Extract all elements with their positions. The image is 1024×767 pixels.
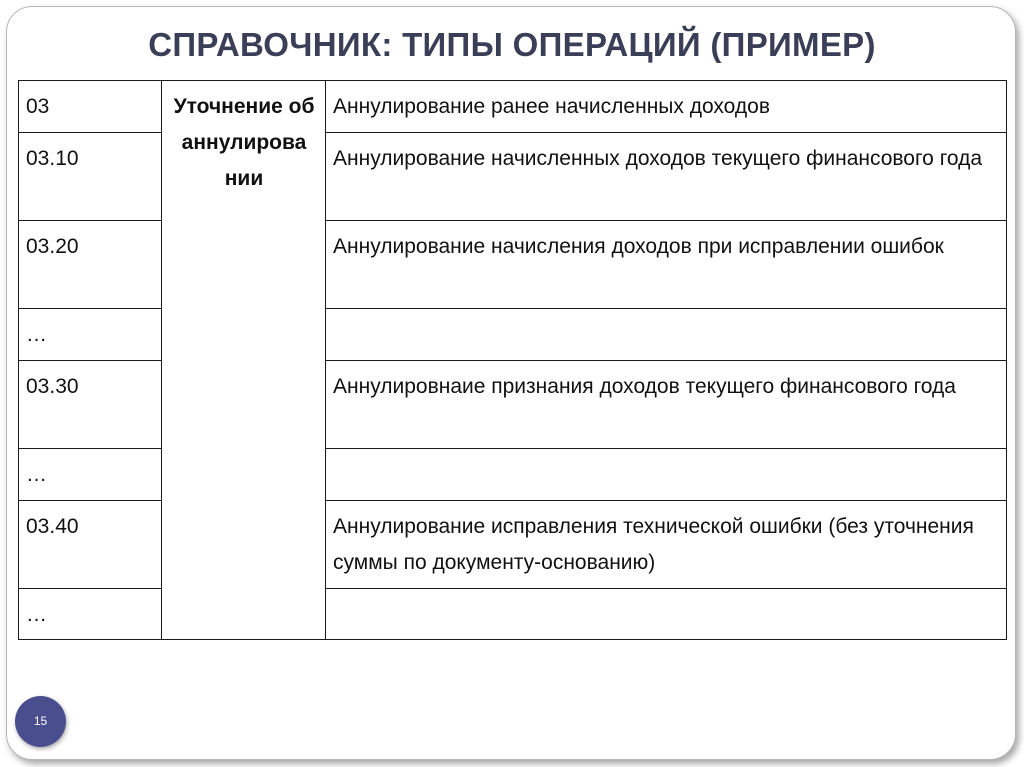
table-row	[19, 81, 1007, 133]
code-cell: 03	[19, 81, 162, 133]
slide-title: СПРАВОЧНИК: ТИПЫ ОПЕРАЦИЙ (ПРИМЕР)	[148, 26, 876, 63]
code-cell: 03.10	[19, 133, 162, 221]
code-cell: …	[19, 449, 162, 501]
description-cell: Аннулирование исправления технической ошибки (без уточнения суммы по документу-основанию)	[326, 501, 1007, 589]
description-cell: Аннулировнаие признания доходов текущего финансового года	[326, 361, 1007, 449]
description-cell: Аннулирование начисленных доходов текущего финансового года	[326, 133, 1007, 221]
code-cell: …	[19, 589, 162, 640]
group-cell: Уточнение об аннулирова нии	[162, 81, 326, 640]
page-number-badge: 15	[15, 696, 66, 747]
description-cell	[326, 449, 1007, 501]
code-cell: 03.20	[19, 221, 162, 309]
code-cell: 03.30	[19, 361, 162, 449]
description-cell	[326, 589, 1007, 640]
code-cell: …	[19, 309, 162, 361]
description-cell	[326, 309, 1007, 361]
code-cell: 03.40	[19, 501, 162, 589]
operations-table	[18, 80, 1007, 640]
description-cell: Аннулирование начисления доходов при исправлении ошибок	[326, 221, 1007, 309]
description-cell: Аннулирование ранее начисленных доходов	[326, 81, 1007, 133]
